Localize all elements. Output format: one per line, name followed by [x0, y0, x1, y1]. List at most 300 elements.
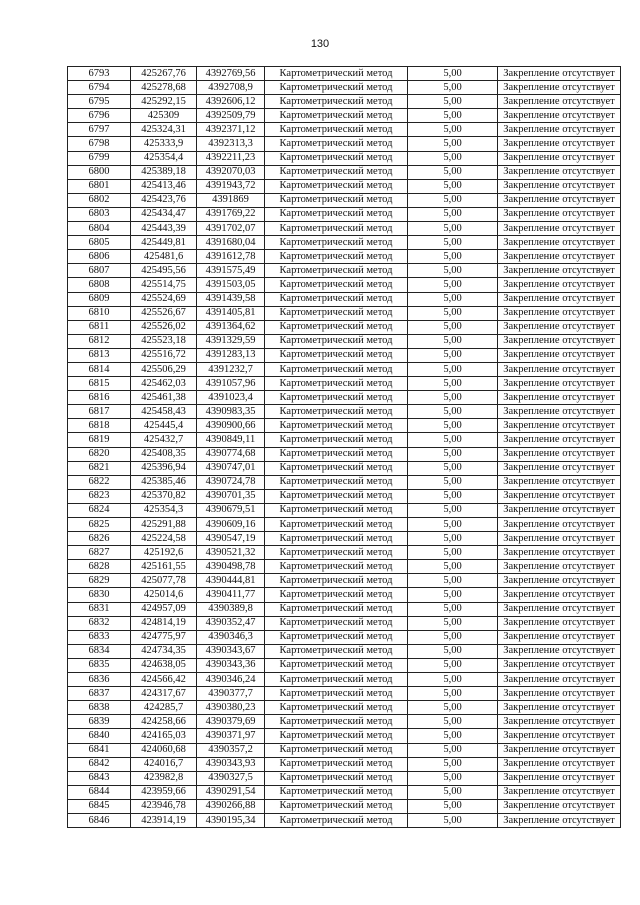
method-cell: Картометрический метод	[265, 503, 408, 517]
method-cell: Картометрический метод	[265, 377, 408, 391]
y-coordinate-cell: 4392371,12	[197, 123, 265, 137]
fixation-note-cell: Закрепление отсутствует	[498, 264, 621, 278]
point-number-cell: 6830	[68, 588, 131, 602]
fixation-note-cell: Закрепление отсутствует	[498, 278, 621, 292]
table-row	[68, 207, 621, 221]
accuracy-cell: 5,00	[408, 348, 498, 362]
x-coordinate-cell: 423914,19	[131, 813, 197, 827]
fixation-note-cell: Закрепление отсутствует	[498, 574, 621, 588]
method-cell: Картометрический метод	[265, 67, 408, 81]
x-coordinate-cell: 425449,81	[131, 236, 197, 250]
y-coordinate-cell: 4390444,81	[197, 574, 265, 588]
accuracy-cell: 5,00	[408, 574, 498, 588]
fixation-note-cell: Закрепление отсутствует	[498, 67, 621, 81]
point-number-cell: 6801	[68, 179, 131, 193]
fixation-note-cell: Закрепление отсутствует	[498, 729, 621, 743]
point-number-cell: 6798	[68, 137, 131, 151]
fixation-note-cell: Закрепление отсутствует	[498, 687, 621, 701]
table-row	[68, 109, 621, 123]
table-row	[68, 433, 621, 447]
accuracy-cell: 5,00	[408, 179, 498, 193]
y-coordinate-cell: 4391575,49	[197, 264, 265, 278]
fixation-note-cell: Закрепление отсутствует	[498, 771, 621, 785]
method-cell: Картометрический метод	[265, 334, 408, 348]
method-cell: Картометрический метод	[265, 292, 408, 306]
x-coordinate-cell: 424016,7	[131, 757, 197, 771]
fixation-note-cell: Закрепление отсутствует	[498, 715, 621, 729]
y-coordinate-cell: 4392606,12	[197, 95, 265, 109]
accuracy-cell: 5,00	[408, 813, 498, 827]
method-cell: Картометрический метод	[265, 771, 408, 785]
y-coordinate-cell: 4390498,78	[197, 560, 265, 574]
table-row	[68, 179, 621, 193]
table-row	[68, 250, 621, 264]
y-coordinate-cell: 4390547,19	[197, 532, 265, 546]
fixation-note-cell: Закрепление отсутствует	[498, 757, 621, 771]
table-row	[68, 461, 621, 475]
y-coordinate-cell: 4390849,11	[197, 433, 265, 447]
method-cell: Картометрический метод	[265, 701, 408, 715]
point-number-cell: 6819	[68, 433, 131, 447]
y-coordinate-cell: 4391503,05	[197, 278, 265, 292]
table-row	[68, 67, 621, 81]
x-coordinate-cell: 425445,4	[131, 419, 197, 433]
point-number-cell: 6802	[68, 193, 131, 207]
method-cell: Картометрический метод	[265, 137, 408, 151]
x-coordinate-cell: 424165,03	[131, 729, 197, 743]
point-number-cell: 6815	[68, 377, 131, 391]
fixation-note-cell: Закрепление отсутствует	[498, 503, 621, 517]
table-row	[68, 236, 621, 250]
point-number-cell: 6825	[68, 518, 131, 532]
fixation-note-cell: Закрепление отсутствует	[498, 475, 621, 489]
point-number-cell: 6823	[68, 489, 131, 503]
accuracy-cell: 5,00	[408, 630, 498, 644]
table-row	[68, 503, 621, 517]
accuracy-cell: 5,00	[408, 236, 498, 250]
accuracy-cell: 5,00	[408, 743, 498, 757]
table-row	[68, 278, 621, 292]
method-cell: Картометрический метод	[265, 813, 408, 827]
y-coordinate-cell: 4390357,2	[197, 743, 265, 757]
accuracy-cell: 5,00	[408, 306, 498, 320]
fixation-note-cell: Закрепление отсутствует	[498, 123, 621, 137]
y-coordinate-cell: 4392769,56	[197, 67, 265, 81]
fixation-note-cell: Закрепление отсутствует	[498, 630, 621, 644]
x-coordinate-cell: 424638,05	[131, 658, 197, 672]
point-number-cell: 6827	[68, 546, 131, 560]
fixation-note-cell: Закрепление отсутствует	[498, 461, 621, 475]
y-coordinate-cell: 4390724,78	[197, 475, 265, 489]
method-cell: Картометрический метод	[265, 475, 408, 489]
table-row	[68, 673, 621, 687]
method-cell: Картометрический метод	[265, 306, 408, 320]
point-number-cell: 6838	[68, 701, 131, 715]
method-cell: Картометрический метод	[265, 447, 408, 461]
table-row	[68, 574, 621, 588]
point-number-cell: 6824	[68, 503, 131, 517]
y-coordinate-cell: 4392509,79	[197, 109, 265, 123]
y-coordinate-cell: 4391612,78	[197, 250, 265, 264]
table-row	[68, 813, 621, 827]
accuracy-cell: 5,00	[408, 673, 498, 687]
page-number: 130	[310, 38, 330, 50]
accuracy-cell: 5,00	[408, 165, 498, 179]
x-coordinate-cell: 425481,6	[131, 250, 197, 264]
fixation-note-cell: Закрепление отсутствует	[498, 193, 621, 207]
table-row	[68, 123, 621, 137]
method-cell: Картометрический метод	[265, 658, 408, 672]
table-row	[68, 95, 621, 109]
y-coordinate-cell: 4390291,54	[197, 785, 265, 799]
accuracy-cell: 5,00	[408, 137, 498, 151]
table-row	[68, 644, 621, 658]
fixation-note-cell: Закрепление отсутствует	[498, 81, 621, 95]
x-coordinate-cell: 425224,58	[131, 532, 197, 546]
table-row	[68, 348, 621, 362]
accuracy-cell: 5,00	[408, 419, 498, 433]
accuracy-cell: 5,00	[408, 391, 498, 405]
point-number-cell: 6829	[68, 574, 131, 588]
point-number-cell: 6821	[68, 461, 131, 475]
x-coordinate-cell: 425523,18	[131, 334, 197, 348]
x-coordinate-cell: 424258,66	[131, 715, 197, 729]
point-number-cell: 6816	[68, 391, 131, 405]
table-row	[68, 292, 621, 306]
x-coordinate-cell: 425434,47	[131, 207, 197, 221]
x-coordinate-cell: 424814,19	[131, 616, 197, 630]
accuracy-cell: 5,00	[408, 588, 498, 602]
table-row	[68, 757, 621, 771]
x-coordinate-cell: 425524,69	[131, 292, 197, 306]
x-coordinate-cell: 424775,97	[131, 630, 197, 644]
x-coordinate-cell: 425161,55	[131, 560, 197, 574]
y-coordinate-cell: 4391364,62	[197, 320, 265, 334]
method-cell: Картометрический метод	[265, 109, 408, 123]
fixation-note-cell: Закрепление отсутствует	[498, 785, 621, 799]
fixation-note-cell: Закрепление отсутствует	[498, 546, 621, 560]
point-number-cell: 6832	[68, 616, 131, 630]
method-cell: Картометрический метод	[265, 320, 408, 334]
point-number-cell: 6826	[68, 532, 131, 546]
x-coordinate-cell: 423982,8	[131, 771, 197, 785]
x-coordinate-cell: 425333,9	[131, 137, 197, 151]
x-coordinate-cell: 425396,94	[131, 461, 197, 475]
table-row	[68, 743, 621, 757]
point-number-cell: 6820	[68, 447, 131, 461]
method-cell: Картометрический метод	[265, 278, 408, 292]
fixation-note-cell: Закрепление отсутствует	[498, 419, 621, 433]
table-row	[68, 419, 621, 433]
accuracy-cell: 5,00	[408, 377, 498, 391]
point-number-cell: 6840	[68, 729, 131, 743]
y-coordinate-cell: 4391439,58	[197, 292, 265, 306]
method-cell: Картометрический метод	[265, 687, 408, 701]
point-number-cell: 6841	[68, 743, 131, 757]
method-cell: Картометрический метод	[265, 574, 408, 588]
accuracy-cell: 5,00	[408, 475, 498, 489]
accuracy-cell: 5,00	[408, 123, 498, 137]
x-coordinate-cell: 424957,09	[131, 602, 197, 616]
accuracy-cell: 5,00	[408, 250, 498, 264]
x-coordinate-cell: 424060,68	[131, 743, 197, 757]
accuracy-cell: 5,00	[408, 207, 498, 221]
fixation-note-cell: Закрепление отсутствует	[498, 701, 621, 715]
y-coordinate-cell: 4391329,59	[197, 334, 265, 348]
accuracy-cell: 5,00	[408, 715, 498, 729]
y-coordinate-cell: 4390195,34	[197, 813, 265, 827]
method-cell: Картометрический метод	[265, 95, 408, 109]
y-coordinate-cell: 4391702,07	[197, 222, 265, 236]
fixation-note-cell: Закрепление отсутствует	[498, 532, 621, 546]
point-number-cell: 6804	[68, 222, 131, 236]
x-coordinate-cell: 425309	[131, 109, 197, 123]
fixation-note-cell: Закрепление отсутствует	[498, 348, 621, 362]
y-coordinate-cell: 4391943,72	[197, 179, 265, 193]
method-cell: Картометрический метод	[265, 532, 408, 546]
accuracy-cell: 5,00	[408, 489, 498, 503]
point-number-cell: 6839	[68, 715, 131, 729]
point-number-cell: 6796	[68, 109, 131, 123]
accuracy-cell: 5,00	[408, 757, 498, 771]
table-row	[68, 771, 621, 785]
fixation-note-cell: Закрепление отсутствует	[498, 179, 621, 193]
table-row	[68, 320, 621, 334]
point-number-cell: 6797	[68, 123, 131, 137]
accuracy-cell: 5,00	[408, 334, 498, 348]
table-row	[68, 165, 621, 179]
point-number-cell: 6845	[68, 799, 131, 813]
accuracy-cell: 5,00	[408, 771, 498, 785]
fixation-note-cell: Закрепление отсутствует	[498, 334, 621, 348]
method-cell: Картометрический метод	[265, 179, 408, 193]
fixation-note-cell: Закрепление отсутствует	[498, 151, 621, 165]
table-row	[68, 475, 621, 489]
point-number-cell: 6834	[68, 644, 131, 658]
table-row	[68, 151, 621, 165]
fixation-note-cell: Закрепление отсутствует	[498, 391, 621, 405]
accuracy-cell: 5,00	[408, 503, 498, 517]
y-coordinate-cell: 4390346,24	[197, 673, 265, 687]
method-cell: Картометрический метод	[265, 165, 408, 179]
x-coordinate-cell: 425192,6	[131, 546, 197, 560]
x-coordinate-cell: 425278,68	[131, 81, 197, 95]
method-cell: Картометрический метод	[265, 602, 408, 616]
accuracy-cell: 5,00	[408, 405, 498, 419]
fixation-note-cell: Закрепление отсутствует	[498, 588, 621, 602]
method-cell: Картометрический метод	[265, 757, 408, 771]
table-row	[68, 362, 621, 376]
table-row	[68, 560, 621, 574]
table-row	[68, 658, 621, 672]
point-number-cell: 6814	[68, 362, 131, 376]
accuracy-cell: 5,00	[408, 95, 498, 109]
x-coordinate-cell: 424566,42	[131, 673, 197, 687]
method-cell: Картометрический метод	[265, 123, 408, 137]
method-cell: Картометрический метод	[265, 461, 408, 475]
method-cell: Картометрический метод	[265, 489, 408, 503]
table-row	[68, 391, 621, 405]
point-number-cell: 6793	[68, 67, 131, 81]
table-row	[68, 306, 621, 320]
table-row	[68, 193, 621, 207]
accuracy-cell: 5,00	[408, 109, 498, 123]
method-cell: Картометрический метод	[265, 250, 408, 264]
y-coordinate-cell: 4390389,8	[197, 602, 265, 616]
x-coordinate-cell: 425267,76	[131, 67, 197, 81]
point-number-cell: 6809	[68, 292, 131, 306]
y-coordinate-cell: 4390900,66	[197, 419, 265, 433]
method-cell: Картометрический метод	[265, 207, 408, 221]
point-number-cell: 6800	[68, 165, 131, 179]
point-number-cell: 6844	[68, 785, 131, 799]
fixation-note-cell: Закрепление отсутствует	[498, 362, 621, 376]
x-coordinate-cell: 424285,7	[131, 701, 197, 715]
method-cell: Картометрический метод	[265, 644, 408, 658]
x-coordinate-cell: 425014,6	[131, 588, 197, 602]
table-row	[68, 222, 621, 236]
y-coordinate-cell: 4390352,47	[197, 616, 265, 630]
y-coordinate-cell: 4390327,5	[197, 771, 265, 785]
point-number-cell: 6835	[68, 658, 131, 672]
accuracy-cell: 5,00	[408, 658, 498, 672]
fixation-note-cell: Закрепление отсутствует	[498, 447, 621, 461]
accuracy-cell: 5,00	[408, 602, 498, 616]
y-coordinate-cell: 4390521,32	[197, 546, 265, 560]
y-coordinate-cell: 4390377,7	[197, 687, 265, 701]
x-coordinate-cell: 425506,29	[131, 362, 197, 376]
x-coordinate-cell: 425495,56	[131, 264, 197, 278]
y-coordinate-cell: 4391232,7	[197, 362, 265, 376]
fixation-note-cell: Закрепление отсутствует	[498, 813, 621, 827]
method-cell: Картометрический метод	[265, 799, 408, 813]
fixation-note-cell: Закрепление отсутствует	[498, 109, 621, 123]
accuracy-cell: 5,00	[408, 320, 498, 334]
y-coordinate-cell: 4390983,35	[197, 405, 265, 419]
accuracy-cell: 5,00	[408, 687, 498, 701]
method-cell: Картометрический метод	[265, 264, 408, 278]
table-row	[68, 715, 621, 729]
y-coordinate-cell: 4390343,36	[197, 658, 265, 672]
y-coordinate-cell: 4392211,23	[197, 151, 265, 165]
fixation-note-cell: Закрепление отсутствует	[498, 236, 621, 250]
point-number-cell: 6828	[68, 560, 131, 574]
point-number-cell: 6818	[68, 419, 131, 433]
method-cell: Картометрический метод	[265, 193, 408, 207]
table-row	[68, 546, 621, 560]
y-coordinate-cell: 4391769,22	[197, 207, 265, 221]
accuracy-cell: 5,00	[408, 785, 498, 799]
table-row	[68, 799, 621, 813]
y-coordinate-cell: 4390679,51	[197, 503, 265, 517]
accuracy-cell: 5,00	[408, 560, 498, 574]
accuracy-cell: 5,00	[408, 644, 498, 658]
fixation-note-cell: Закрепление отсутствует	[498, 743, 621, 757]
accuracy-cell: 5,00	[408, 729, 498, 743]
fixation-note-cell: Закрепление отсутствует	[498, 799, 621, 813]
x-coordinate-cell: 425354,4	[131, 151, 197, 165]
table-row	[68, 602, 621, 616]
y-coordinate-cell: 4390747,01	[197, 461, 265, 475]
y-coordinate-cell: 4390379,69	[197, 715, 265, 729]
accuracy-cell: 5,00	[408, 701, 498, 715]
fixation-note-cell: Закрепление отсутствует	[498, 306, 621, 320]
x-coordinate-cell: 425461,38	[131, 391, 197, 405]
table-row	[68, 334, 621, 348]
coordinates-table	[67, 66, 621, 828]
table-row	[68, 518, 621, 532]
point-number-cell: 6794	[68, 81, 131, 95]
table-row	[68, 405, 621, 419]
y-coordinate-cell: 4390380,23	[197, 701, 265, 715]
method-cell: Картометрический метод	[265, 729, 408, 743]
x-coordinate-cell: 425324,31	[131, 123, 197, 137]
x-coordinate-cell: 425292,15	[131, 95, 197, 109]
y-coordinate-cell: 4391405,81	[197, 306, 265, 320]
x-coordinate-cell: 425291,88	[131, 518, 197, 532]
x-coordinate-cell: 424317,67	[131, 687, 197, 701]
table-row	[68, 137, 621, 151]
point-number-cell: 6833	[68, 630, 131, 644]
table-row	[68, 616, 621, 630]
method-cell: Картометрический метод	[265, 616, 408, 630]
point-number-cell: 6799	[68, 151, 131, 165]
point-number-cell: 6806	[68, 250, 131, 264]
point-number-cell: 6837	[68, 687, 131, 701]
method-cell: Картометрический метод	[265, 405, 408, 419]
accuracy-cell: 5,00	[408, 616, 498, 630]
point-number-cell: 6803	[68, 207, 131, 221]
x-coordinate-cell: 425413,46	[131, 179, 197, 193]
fixation-note-cell: Закрепление отсутствует	[498, 222, 621, 236]
table-row	[68, 729, 621, 743]
point-number-cell: 6831	[68, 602, 131, 616]
fixation-note-cell: Закрепление отсутствует	[498, 292, 621, 306]
accuracy-cell: 5,00	[408, 278, 498, 292]
y-coordinate-cell: 4392070,03	[197, 165, 265, 179]
y-coordinate-cell: 4391023,4	[197, 391, 265, 405]
point-number-cell: 6807	[68, 264, 131, 278]
accuracy-cell: 5,00	[408, 546, 498, 560]
method-cell: Картометрический метод	[265, 673, 408, 687]
table-row	[68, 264, 621, 278]
x-coordinate-cell: 425526,02	[131, 320, 197, 334]
x-coordinate-cell: 425516,72	[131, 348, 197, 362]
accuracy-cell: 5,00	[408, 461, 498, 475]
method-cell: Картометрический метод	[265, 222, 408, 236]
table-row	[68, 687, 621, 701]
point-number-cell: 6843	[68, 771, 131, 785]
point-number-cell: 6810	[68, 306, 131, 320]
fixation-note-cell: Закрепление отсутствует	[498, 165, 621, 179]
fixation-note-cell: Закрепление отсутствует	[498, 602, 621, 616]
y-coordinate-cell: 4391869	[197, 193, 265, 207]
point-number-cell: 6811	[68, 320, 131, 334]
accuracy-cell: 5,00	[408, 518, 498, 532]
method-cell: Картометрический метод	[265, 715, 408, 729]
y-coordinate-cell: 4391283,13	[197, 348, 265, 362]
x-coordinate-cell: 425385,46	[131, 475, 197, 489]
method-cell: Картометрический метод	[265, 151, 408, 165]
table-row	[68, 701, 621, 715]
fixation-note-cell: Закрепление отсутствует	[498, 377, 621, 391]
accuracy-cell: 5,00	[408, 532, 498, 546]
x-coordinate-cell: 425462,03	[131, 377, 197, 391]
fixation-note-cell: Закрепление отсутствует	[498, 95, 621, 109]
fixation-note-cell: Закрепление отсутствует	[498, 433, 621, 447]
x-coordinate-cell: 423959,66	[131, 785, 197, 799]
point-number-cell: 6817	[68, 405, 131, 419]
